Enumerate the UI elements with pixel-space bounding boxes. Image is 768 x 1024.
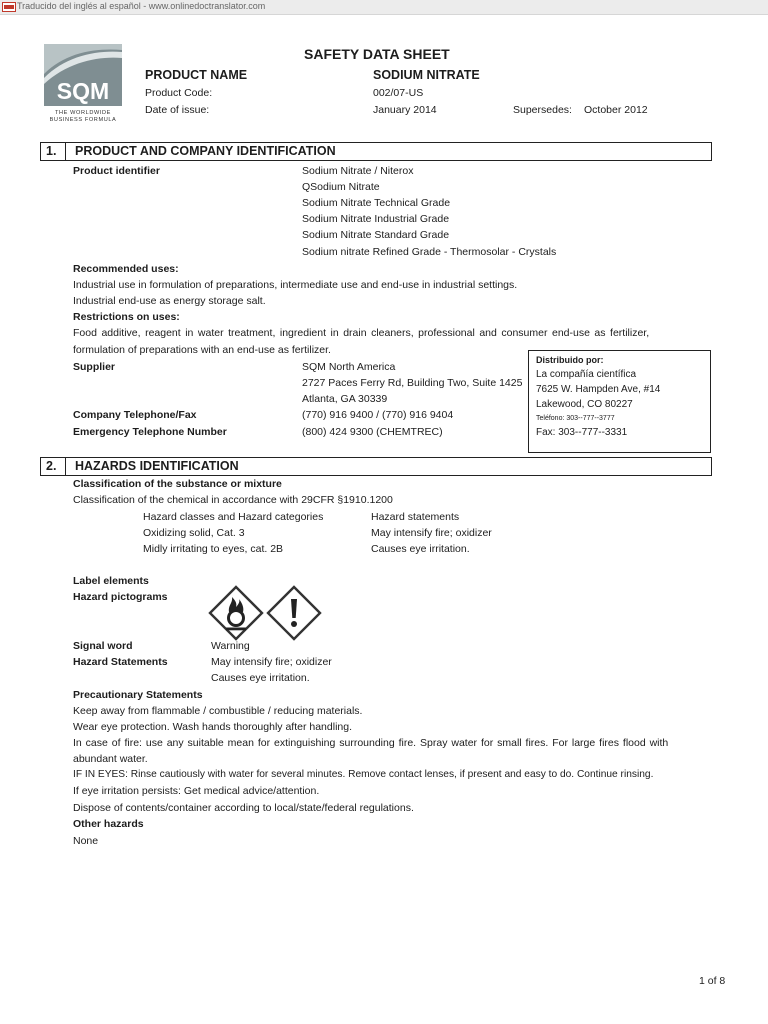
- product-identifier-item: Sodium Nitrate Standard Grade: [302, 229, 450, 241]
- supplier-line: SQM North America: [302, 361, 396, 373]
- page-number: 1 of 8: [699, 975, 726, 987]
- distributor-fax: Fax: 303--777--3331: [536, 427, 628, 438]
- restrictions-text: formulation of preparations with an end-use as fertilizer.: [73, 344, 331, 356]
- precautionary-label: Precautionary Statements: [73, 689, 203, 701]
- section-1-header: [40, 142, 712, 161]
- pdf-icon: [2, 2, 16, 12]
- hazard-pictograms-label: Hazard pictograms: [73, 591, 168, 603]
- hazard-statements-label: Hazard Statements: [73, 656, 168, 668]
- hazard-class-cell: Midly irritating to eyes, cat. 2B: [143, 543, 284, 555]
- date-of-issue-label: Date of issue:: [145, 104, 210, 116]
- product-identifier-item: Sodium Nitrate / Niterox: [302, 165, 414, 177]
- other-hazards-label: Other hazards: [73, 818, 144, 830]
- recommended-use-line: Industrial use in formulation of preparations, intermediate use and end-use in industrial settings.: [73, 279, 518, 291]
- supplier-line: Atlanta, GA 30339: [302, 393, 388, 405]
- label-elements-label: Label elements: [73, 575, 149, 587]
- classification-text: Classification of the chemical in accordance with 29CFR §1910.1200: [73, 494, 393, 506]
- flame-over-circle-icon: [210, 587, 262, 639]
- hazard-class-cell: Oxidizing solid, Cat. 3: [143, 527, 245, 539]
- other-hazards-value: None: [73, 835, 99, 847]
- precautionary-line: If eye irritation persists: Get medical advice/attention.: [73, 785, 320, 797]
- precautionary-line: Dispose of contents/container according to local/state/federal regulations.: [73, 802, 414, 814]
- precautionary-line: abundant water.: [73, 753, 148, 765]
- product-code-value: 002/07-US: [373, 87, 424, 99]
- emergency-phone-label: Emergency Telephone Number: [73, 426, 227, 438]
- product-identifier-item: Sodium nitrate Refined Grade - Thermosolar - Crystals: [302, 246, 557, 258]
- product-code-label: Product Code:: [145, 87, 213, 99]
- distributor-title: Distribuido por:: [536, 355, 604, 365]
- hazard-statement-cell: May intensify fire; oxidizer: [371, 527, 492, 539]
- section-title: PRODUCT AND COMPANY IDENTIFICATION: [75, 144, 336, 158]
- distributor-name: La compañía científica: [536, 369, 637, 380]
- supplier-line: 2727 Paces Ferry Rd, Building Two, Suite 1425: [302, 377, 523, 389]
- section-2-header: [40, 457, 712, 476]
- restrictions-label: Restrictions on uses:: [73, 311, 180, 323]
- distributor-box: [528, 350, 711, 453]
- date-of-issue-value: January 2014: [373, 104, 437, 116]
- company-phone-value: (770) 916 9400 / (770) 916 9404: [302, 409, 454, 421]
- exclamation-mark-icon: [268, 587, 320, 639]
- recommended-use-line: Industrial end-use as energy storage salt.: [73, 295, 266, 307]
- hazard-statements-header: Hazard statements: [371, 511, 460, 523]
- signal-word-value: Warning: [211, 640, 250, 652]
- logo-tagline: BUSINESS FORMULA: [49, 117, 117, 123]
- product-name-value: SODIUM NITRATE: [373, 68, 480, 82]
- hazard-statement-line: Causes eye irritation.: [211, 672, 310, 684]
- translator-link[interactable]: Traducido del inglés al español - www.onlinedoctranslator.com: [17, 1, 266, 11]
- distributor-street: 7625 W. Hampden Ave, #14: [536, 384, 661, 395]
- precautionary-line: In case of fire: use any suitable mean for extinguishing surrounding fire. Spray water for small fires. For large fires flood with: [73, 737, 669, 749]
- classification-label: Classification of the substance or mixture: [73, 478, 282, 490]
- recommended-uses-label: Recommended uses:: [73, 263, 179, 275]
- signal-word-label: Signal word: [73, 640, 133, 652]
- section-number: 1.: [46, 144, 57, 158]
- hazard-statement-cell: Causes eye irritation.: [371, 543, 470, 555]
- emergency-phone-value: (800) 424 9300 (CHEMTREC): [302, 426, 443, 438]
- hazard-statement-line: May intensify fire; oxidizer: [211, 656, 332, 668]
- company-phone-label: Company Telephone/Fax: [73, 409, 197, 421]
- precautionary-line: Wear eye protection. Wash hands thoroughly after handling.: [73, 721, 352, 733]
- precautionary-line: Keep away from flammable / combustible / reducing materials.: [73, 705, 363, 717]
- document-title: SAFETY DATA SHEET: [304, 46, 450, 62]
- distributor-phone: Teléfono: 303--777--3777: [536, 415, 615, 422]
- logo-tagline: THE WORLDWIDE: [55, 110, 111, 116]
- logo-wordmark: SQM: [56, 78, 110, 104]
- supplier-label: Supplier: [73, 361, 116, 373]
- product-name-label: PRODUCT NAME: [145, 68, 248, 82]
- section-title: HAZARDS IDENTIFICATION: [75, 459, 239, 473]
- hazard-pictograms: [208, 585, 322, 641]
- supersedes-label: Supersedes:: [513, 104, 572, 116]
- restrictions-text: Food additive, reagent in water treatment, ingredient in drain cleaners, professional and consumer end-use as fertilizer,: [73, 327, 650, 339]
- product-identifier-item: Sodium Nitrate Technical Grade: [302, 197, 451, 209]
- product-identifier-item: QSodium Nitrate: [302, 181, 380, 193]
- product-identifier-item: Sodium Nitrate Industrial Grade: [302, 213, 450, 225]
- distributor-city: Lakewood, CO 80227: [536, 399, 633, 410]
- product-identifier-label: Product identifier: [73, 165, 160, 177]
- supersedes-value: October 2012: [584, 104, 648, 116]
- hazard-classes-header: Hazard classes and Hazard categories: [143, 511, 324, 523]
- section-number: 2.: [46, 459, 57, 473]
- precautionary-line: IF IN EYES: Rinse cautiously with water for several minutes. Remove contact lenses, if present and easy to do. Continue rinsing.: [73, 769, 654, 780]
